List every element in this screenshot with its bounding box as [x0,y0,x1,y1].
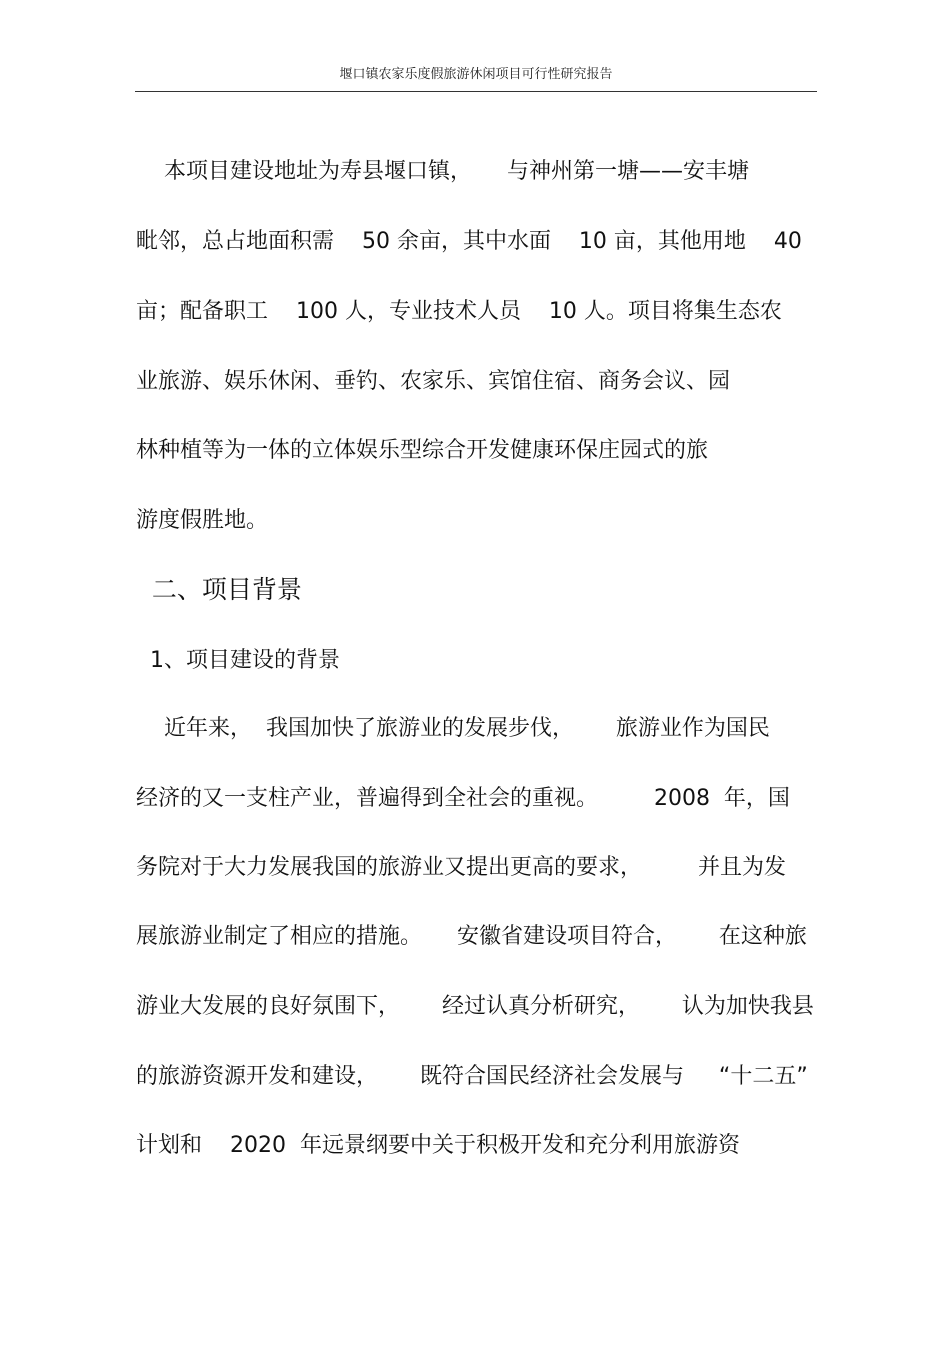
text-line: 近年来， 我国加快了旅游业的发展步伐， 旅游业作为国民 [136,716,770,741]
text-line: 计划和 2020 年远景纲要中关于积极开发和充分利用旅游资 [136,1133,740,1158]
header-divider [135,91,817,92]
text-line: 经济的又一支柱产业，普遍得到全社会的重视。 2008 年，国 [136,786,790,811]
text-line: 的旅游资源开发和建设， 既符合国民经济社会发展与 “十二五” [136,1064,808,1089]
text-line: 务院对于大力发展我国的旅游业又提出更高的要求， 并且为发 [136,855,786,880]
text-line: 本项目建设地址为寿县堰口镇， 与神州第一塘——安丰塘 [136,159,749,184]
subsection-heading: 1、项目建设的背景 [136,648,340,673]
text-line: 毗邻，总占地面积需 50 余亩，其中水面 10 亩，其他用地 40 [136,229,802,254]
text-line: 展旅游业制定了相应的措施。 安徽省建设项目符合， 在这种旅 [136,924,807,949]
text-line: 业旅游、娱乐休闲、垂钓、农家乐、宾馆住宿、商务会议、园 [136,369,731,394]
text-line: 林种植等为一体的立体娱乐型综合开发健康环保庄园式的旅 [136,438,709,463]
text-line: 游度假胜地。 [136,508,269,533]
text-line: 游业大发展的良好氛围下， 经过认真分析研究， 认为加快我县 [136,994,814,1019]
section-heading: 二、项目背景 [136,575,302,604]
running-header-title: 堰口镇农家乐度假旅游休闲项目可行性研究报告 [339,67,613,82]
text-line: 亩；配备职工 100 人，专业技术人员 10 人。项目将集生态农 [136,299,782,324]
